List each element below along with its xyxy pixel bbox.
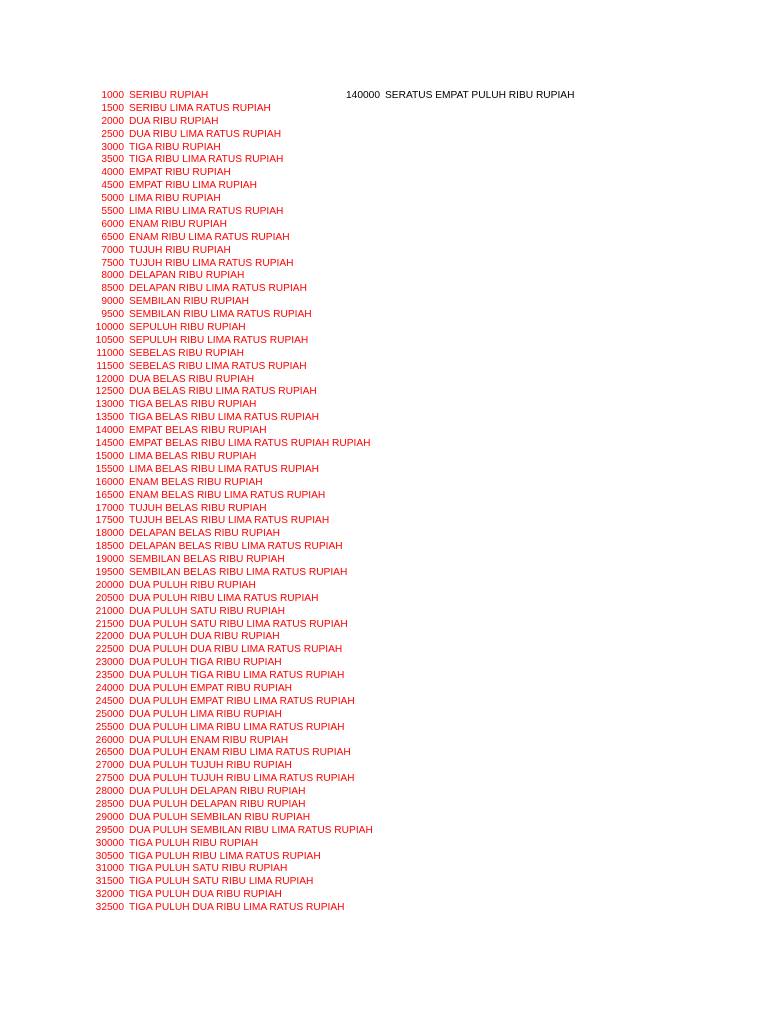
words-cell: TIGA PULUH DUA RIBU RUPIAH [129,889,282,901]
amount-cell: 12000 [95,373,124,385]
amount-cell: 8000 [101,270,124,282]
amount-cell: 28500 [95,798,124,810]
words-cell: DUA PULUH DUA RIBU RUPIAH [129,631,280,643]
words-cell: DUA PULUH LIMA RIBU RUPIAH [129,708,282,720]
table-row [92,503,392,516]
amount-cell: 8500 [101,283,124,295]
amount-cell: 13500 [95,412,124,424]
amount-cell: 3000 [101,141,124,153]
amount-cell: 27500 [95,773,124,785]
words-cell: SEMBILAN BELAS RIBU LIMA RATUS RUPIAH [129,566,348,578]
words-cell: EMPAT BELAS RIBU LIMA RATUS RUPIAH RUPIAH [129,438,371,450]
words-cell: DUA PULUH DELAPAN RIBU RUPIAH [129,786,306,798]
amount-cell: 18500 [95,541,124,553]
table-row [92,696,392,709]
words-cell: DUA PULUH TIGA RIBU LIMA RATUS RUPIAH [129,670,345,682]
words-cell: DUA RIBU LIMA RATUS RUPIAH [129,128,282,140]
table-row [92,451,392,464]
amount-cell: 10500 [95,334,124,346]
words-cell: DUA PULUH DUA RIBU LIMA RATUS RUPIAH [129,644,343,656]
words-cell: TIGA PULUH SATU RIBU RUPIAH [129,863,288,875]
words-cell: TIGA PULUH DUA RIBU LIMA RATUS RUPIAH [129,902,345,914]
words-cell: DUA PULUH LIMA RIBU LIMA RATUS RUPIAH [129,721,345,733]
table-row [92,528,392,541]
words-cell: SEBELAS RIBU LIMA RATUS RUPIAH [129,360,307,372]
words-cell: DELAPAN RIBU LIMA RATUS RUPIAH [129,283,307,295]
amount-cell: 21000 [95,605,124,617]
words-cell: TIGA BELAS RIBU LIMA RATUS RUPIAH [129,412,320,424]
amount-cell: 29000 [95,811,124,823]
words-cell: DUA PULUH RIBU LIMA RATUS RUPIAH [129,592,319,604]
amount-cell: 16000 [95,476,124,488]
amount-cell: 20500 [95,592,124,604]
table-row [92,412,392,425]
amount-cell: 15000 [95,450,124,462]
words-cell: SERIBU RUPIAH [129,90,209,101]
table-row [92,722,392,735]
table-row [92,580,392,593]
table-row [92,876,392,889]
words-cell: TUJUH BELAS RIBU LIMA RATUS RUPIAH [129,515,330,527]
table-row [92,103,392,116]
amount-cell: 1500 [101,102,124,114]
table-row [92,193,392,206]
amount-cell: 11500 [96,360,124,372]
amount-cell: 25500 [95,721,124,733]
table-row [92,760,392,773]
table-row [92,167,392,180]
words-cell: EMPAT BELAS RIBU RUPIAH [129,425,267,437]
words-cell: ENAM BELAS RIBU RUPIAH [129,476,263,488]
amount-cell: 23500 [95,670,124,682]
words-cell: SEMBILAN BELAS RIBU RUPIAH [129,554,285,566]
words-cell: DUA PULUH DELAPAN RIBU RUPIAH [129,798,306,810]
amount-cell: 15500 [95,463,124,475]
words-cell: LIMA RIBU LIMA RATUS RUPIAH [129,206,284,218]
amount-cell: 22000 [95,631,124,643]
words-cell: TIGA PULUH RIBU LIMA RATUS RUPIAH [129,850,321,862]
table-row [92,361,392,374]
table-row [92,889,392,902]
words-cell: LIMA RIBU RUPIAH [129,193,221,205]
words-cell: DUA PULUH TUJUH RIBU LIMA RATUS RUPIAH [129,773,355,785]
table-row [92,258,392,271]
table-row [92,438,392,451]
words-cell: DELAPAN BELAS RIBU RUPIAH [129,528,280,540]
table-row [92,619,392,632]
amount-cell: 30000 [95,837,124,849]
words-cell: SERIBU LIMA RATUS RUPIAH [129,102,271,114]
amount-cell: 11000 [96,347,124,359]
words-cell: TIGA RIBU RUPIAH [129,141,221,153]
table-row [92,773,392,786]
words-cell: SEBELAS RIBU RUPIAH [129,347,244,359]
table-row [92,515,392,528]
amount-cell: 2500 [101,128,124,140]
amount-cell: 9000 [101,296,124,308]
words-cell: DUA PULUH ENAM RIBU RUPIAH [129,734,289,746]
amount-cell: 24500 [95,695,124,707]
words-cell: TIGA PULUH SATU RIBU LIMA RUPIAH [129,876,314,888]
words-cell: EMPAT RIBU RUPIAH [129,167,231,179]
words-cell: ENAM BELAS RIBU LIMA RATUS RUPIAH [129,489,326,501]
table-row [92,116,392,129]
words-cell: LIMA BELAS RIBU LIMA RATUS RUPIAH [129,463,320,475]
table-row [92,232,392,245]
amount-cell: 5000 [101,193,124,205]
amount-cell: 13000 [95,399,124,411]
words-cell: DUA PULUH TUJUH RIBU RUPIAH [129,760,292,772]
table-row [92,709,392,722]
words-cell: TIGA PULUH RIBU RUPIAH [129,837,259,849]
amount-cell: 3500 [101,154,124,166]
table-row [92,670,392,683]
table-row [92,606,392,619]
amount-cell: 4500 [101,180,124,192]
words-cell: DUA BELAS RIBU RUPIAH [129,373,255,385]
amount-cell: 6500 [101,231,124,243]
table-row [92,593,392,606]
amount-cell: 21500 [95,618,124,630]
amount-cell: 17500 [95,515,124,527]
table-row [92,129,392,142]
words-cell: DUA PULUH RIBU RUPIAH [129,579,256,591]
words-cell: SEMBILAN RIBU LIMA RATUS RUPIAH [129,309,312,321]
table-row [92,541,392,554]
table-row [92,863,392,876]
table-row [92,142,392,155]
table-row [92,747,392,760]
table-row [92,386,392,399]
amount-cell: 17000 [95,502,124,514]
words-cell: LIMA BELAS RIBU RUPIAH [129,450,257,462]
amount-cell: 32000 [95,889,124,901]
amount-words-list-red [92,90,392,915]
table-row [92,425,392,438]
table-row [92,283,392,296]
table-row [92,786,392,799]
table-row [92,825,392,838]
amount-cell: 5500 [101,206,124,218]
table-row [92,838,392,851]
amount-cell: 23000 [95,657,124,669]
words-cell: DUA PULUH SEMBILAN RIBU LIMA RATUS RUPIAH [129,824,373,836]
words-cell: TUJUH RIBU LIMA RATUS RUPIAH [129,257,294,269]
amount-cell: 10000 [95,322,124,334]
amount-cell: 6000 [101,218,124,230]
table-row [92,657,392,670]
table-row [92,683,392,696]
words-cell: ENAM RIBU LIMA RATUS RUPIAH [129,231,290,243]
table-row [92,309,392,322]
table-row [92,399,392,412]
words-cell: DUA PULUH SATU RIBU RUPIAH [129,605,286,617]
table-row [92,180,392,193]
amount-cell: 20000 [95,579,124,591]
table-row [92,644,392,657]
amount-cell: 19000 [95,554,124,566]
table-row [92,296,392,309]
amount-cell: 9500 [101,309,124,321]
words-cell: DUA PULUH ENAM RIBU LIMA RATUS RUPIAH [129,747,351,759]
amount-cell: 14000 [95,425,124,437]
words-cell: DUA RIBU RUPIAH [129,115,219,127]
table-row [92,477,392,490]
table-row [92,270,392,283]
words-cell: DUA PULUH SATU RIBU LIMA RATUS RUPIAH [129,618,348,630]
table-row [92,335,392,348]
words-cell: SEPULUH RIBU RUPIAH [129,322,246,334]
words-cell: TIGA RIBU LIMA RATUS RUPIAH [129,154,284,166]
words-cell: DUA BELAS RIBU LIMA RATUS RUPIAH [129,386,317,398]
table-row [92,631,392,644]
amount-cell: 26000 [95,734,124,746]
amount-cell: 7000 [101,244,124,256]
amount-cell: 31000 [95,863,124,875]
table-row [92,348,392,361]
amount-cell: 140000 [346,90,380,101]
words-cell: SEMBILAN RIBU RUPIAH [129,296,250,308]
table-row [92,799,392,812]
words-cell: DELAPAN BELAS RIBU LIMA RATUS RUPIAH [129,541,343,553]
words-cell: ENAM RIBU RUPIAH [129,218,227,230]
amount-cell: 26500 [95,747,124,759]
amount-cell: 2000 [101,115,124,127]
words-cell: EMPAT RIBU LIMA RUPIAH [129,180,257,192]
table-row [92,554,392,567]
amount-cell: 24000 [95,682,124,694]
table-row [92,206,392,219]
amount-cell: 30500 [95,850,124,862]
words-cell: SEPULUH RIBU LIMA RATUS RUPIAH [129,334,309,346]
table-row [92,245,392,258]
amount-cell: 28000 [95,786,124,798]
amount-cell: 27000 [95,760,124,772]
table-row [92,851,392,864]
table-row [92,322,392,335]
table-row [92,464,392,477]
table-row [92,567,392,580]
amount-cell: 29500 [95,824,124,836]
words-cell: DUA PULUH EMPAT RIBU RUPIAH [129,682,293,694]
amount-cell: 14500 [95,438,124,450]
amount-cell: 7500 [101,257,124,269]
words-cell: TUJUH BELAS RIBU RUPIAH [129,502,267,514]
amount-cell: 32500 [95,902,124,914]
amount-cell: 16500 [95,489,124,501]
words-cell: TIGA BELAS RIBU RUPIAH [129,399,257,411]
table-row [92,374,392,387]
amount-cell: 4000 [101,167,124,179]
words-cell: DUA PULUH EMPAT RIBU LIMA RATUS RUPIAH [129,695,355,707]
words-cell: DUA PULUH TIGA RIBU RUPIAH [129,657,282,669]
amount-cell: 22500 [95,644,124,656]
words-cell: DUA PULUH SEMBILAN RIBU RUPIAH [129,811,311,823]
amount-cell: 12500 [95,386,124,398]
amount-cell: 25000 [95,708,124,720]
table-row [92,902,392,915]
table-row [92,219,392,232]
amount-cell: 18000 [95,528,124,540]
table-row [92,490,392,503]
words-cell: TUJUH RIBU RUPIAH [129,244,231,256]
amount-cell: 19500 [95,566,124,578]
words-cell: SERATUS EMPAT PULUH RIBU RUPIAH [385,90,575,101]
amount-cell: 1000 [101,90,124,101]
table-row [92,735,392,748]
amount-cell: 31500 [95,876,124,888]
amount-words-list-black [344,90,574,103]
table-row [92,154,392,167]
words-cell: DELAPAN RIBU RUPIAH [129,270,245,282]
table-row [344,90,574,103]
table-row [92,812,392,825]
